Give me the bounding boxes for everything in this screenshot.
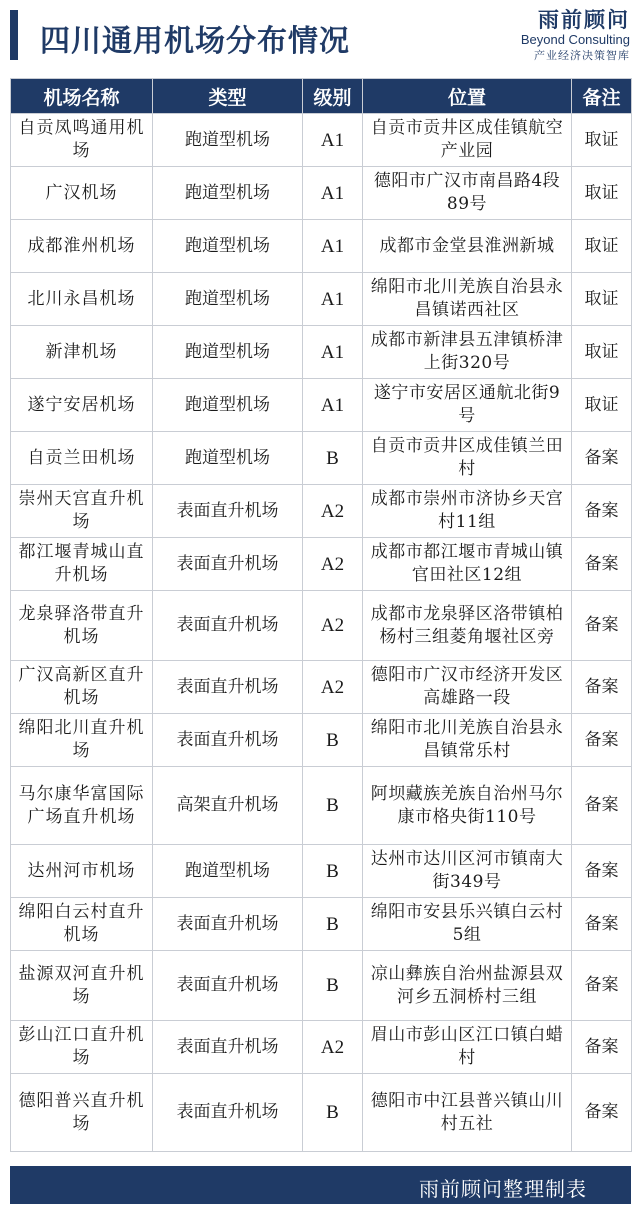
cell-airport-type: 表面直升机场 bbox=[153, 485, 303, 538]
cell-airport-level: B bbox=[303, 845, 363, 898]
cell-airport-type: 表面直升机场 bbox=[153, 951, 303, 1021]
cell-airport-note: 备案 bbox=[572, 485, 632, 538]
cell-airport-name: 广汉高新区直升机场 bbox=[11, 661, 153, 714]
cell-airport-note: 备案 bbox=[572, 845, 632, 898]
logo-english-name: Beyond Consulting bbox=[520, 32, 630, 47]
cell-airport-type: 表面直升机场 bbox=[153, 591, 303, 661]
col-header-type: 类型 bbox=[153, 79, 303, 114]
cell-airport-note: 备案 bbox=[572, 538, 632, 591]
cell-airport-type: 表面直升机场 bbox=[153, 661, 303, 714]
cell-airport-type: 跑道型机场 bbox=[153, 114, 303, 167]
cell-airport-name: 自贡凤鸣通用机场 bbox=[11, 114, 153, 167]
cell-airport-note: 备案 bbox=[572, 1074, 632, 1152]
cell-airport-level: B bbox=[303, 714, 363, 767]
cell-airport-location: 自贡市贡井区成佳镇航空产业园 bbox=[363, 114, 572, 167]
cell-airport-level: A1 bbox=[303, 167, 363, 220]
cell-airport-note: 备案 bbox=[572, 767, 632, 845]
cell-airport-name: 成都淮州机场 bbox=[11, 220, 153, 273]
cell-airport-location: 绵阳市北川羌族自治县永昌镇诺西社区 bbox=[363, 273, 572, 326]
cell-airport-type: 表面直升机场 bbox=[153, 1074, 303, 1152]
cell-airport-type: 跑道型机场 bbox=[153, 220, 303, 273]
cell-airport-note: 取证 bbox=[572, 220, 632, 273]
cell-airport-note: 取证 bbox=[572, 114, 632, 167]
cell-airport-note: 备案 bbox=[572, 661, 632, 714]
cell-airport-name: 绵阳白云村直升机场 bbox=[11, 898, 153, 951]
logo-tagline: 产业经济决策智库 bbox=[534, 49, 630, 62]
cell-airport-location: 达州市达川区河市镇南大街349号 bbox=[363, 845, 572, 898]
cell-airport-location: 成都市新津县五津镇桥津上街320号 bbox=[363, 326, 572, 379]
cell-airport-name: 彭山江口直升机场 bbox=[11, 1021, 153, 1074]
cell-airport-name: 遂宁安居机场 bbox=[11, 379, 153, 432]
table-header bbox=[11, 79, 632, 114]
table-row bbox=[11, 379, 632, 432]
cell-airport-location: 德阳市广汉市经济开发区高雄路一段 bbox=[363, 661, 572, 714]
cell-airport-level: A2 bbox=[303, 591, 363, 661]
table-row bbox=[11, 485, 632, 538]
cell-airport-level: A1 bbox=[303, 273, 363, 326]
cell-airport-level: A1 bbox=[303, 114, 363, 167]
cell-airport-name: 达州河市机场 bbox=[11, 845, 153, 898]
cell-airport-type: 跑道型机场 bbox=[153, 273, 303, 326]
cell-airport-level: A1 bbox=[303, 326, 363, 379]
cell-airport-name: 新津机场 bbox=[11, 326, 153, 379]
cell-airport-note: 取证 bbox=[572, 326, 632, 379]
cell-airport-level: A2 bbox=[303, 661, 363, 714]
table-row bbox=[11, 845, 632, 898]
cell-airport-note: 备案 bbox=[572, 432, 632, 485]
cell-airport-location: 德阳市广汉市南昌路4段89号 bbox=[363, 167, 572, 220]
col-header-level: 级别 bbox=[303, 79, 363, 114]
cell-airport-type: 跑道型机场 bbox=[153, 845, 303, 898]
header-row bbox=[11, 79, 632, 114]
cell-airport-location: 成都市崇州市济协乡天宫村11组 bbox=[363, 485, 572, 538]
cell-airport-location: 绵阳市北川羌族自治县永昌镇常乐村 bbox=[363, 714, 572, 767]
cell-airport-location: 成都市金堂县淮洲新城 bbox=[363, 220, 572, 273]
cell-airport-type: 表面直升机场 bbox=[153, 714, 303, 767]
cell-airport-level: B bbox=[303, 951, 363, 1021]
cell-airport-location: 阿坝藏族羌族自治州马尔康市格央街110号 bbox=[363, 767, 572, 845]
cell-airport-level: B bbox=[303, 767, 363, 845]
cell-airport-note: 备案 bbox=[572, 951, 632, 1021]
table-body bbox=[11, 114, 632, 1152]
cell-airport-level: B bbox=[303, 898, 363, 951]
cell-airport-location: 遂宁市安居区通航北街9号 bbox=[363, 379, 572, 432]
cell-airport-name: 北川永昌机场 bbox=[11, 273, 153, 326]
cell-airport-level: A2 bbox=[303, 538, 363, 591]
cell-airport-location: 德阳市中江县普兴镇山川村五社 bbox=[363, 1074, 572, 1152]
cell-airport-type: 跑道型机场 bbox=[153, 379, 303, 432]
cell-airport-location: 眉山市彭山区江口镇白蜡村 bbox=[363, 1021, 572, 1074]
cell-airport-location: 成都市都江堰市青城山镇官田社区12组 bbox=[363, 538, 572, 591]
cell-airport-level: A1 bbox=[303, 379, 363, 432]
table-row bbox=[11, 1021, 632, 1074]
cell-airport-type: 跑道型机场 bbox=[153, 167, 303, 220]
logo-chinese-name: 雨前顾问 bbox=[538, 8, 630, 32]
page-title: 四川通用机场分布情况 bbox=[40, 24, 350, 59]
cell-airport-note: 取证 bbox=[572, 167, 632, 220]
table-row bbox=[11, 591, 632, 661]
cell-airport-name: 都江堰青城山直升机场 bbox=[11, 538, 153, 591]
table-row bbox=[11, 898, 632, 951]
table-row bbox=[11, 220, 632, 273]
cell-airport-level: A2 bbox=[303, 485, 363, 538]
cell-airport-level: B bbox=[303, 1074, 363, 1152]
cell-airport-type: 跑道型机场 bbox=[153, 326, 303, 379]
cell-airport-location: 自贡市贡井区成佳镇兰田村 bbox=[363, 432, 572, 485]
cell-airport-location: 绵阳市安县乐兴镇白云村5组 bbox=[363, 898, 572, 951]
col-header-name: 机场名称 bbox=[11, 79, 153, 114]
table-row bbox=[11, 538, 632, 591]
table-row bbox=[11, 432, 632, 485]
cell-airport-note: 取证 bbox=[572, 273, 632, 326]
cell-airport-name: 绵阳北川直升机场 bbox=[11, 714, 153, 767]
cell-airport-note: 备案 bbox=[572, 898, 632, 951]
cell-airport-level: B bbox=[303, 432, 363, 485]
cell-airport-name: 广汉机场 bbox=[11, 167, 153, 220]
cell-airport-note: 备案 bbox=[572, 591, 632, 661]
cell-airport-name: 自贡兰田机场 bbox=[11, 432, 153, 485]
cell-airport-type: 跑道型机场 bbox=[153, 432, 303, 485]
cell-airport-note: 取证 bbox=[572, 379, 632, 432]
table-row bbox=[11, 326, 632, 379]
table-row bbox=[11, 167, 632, 220]
cell-airport-name: 崇州天宫直升机场 bbox=[11, 485, 153, 538]
cell-airport-location: 凉山彝族自治州盐源县双河乡五洞桥村三组 bbox=[363, 951, 572, 1021]
col-header-note: 备注 bbox=[572, 79, 632, 114]
airport-table bbox=[10, 78, 632, 1152]
table-row bbox=[11, 1074, 632, 1152]
cell-airport-type: 表面直升机场 bbox=[153, 1021, 303, 1074]
cell-airport-type: 高架直升机场 bbox=[153, 767, 303, 845]
table-row bbox=[11, 273, 632, 326]
header bbox=[0, 0, 640, 78]
cell-airport-name: 马尔康华富国际广场直升机场 bbox=[11, 767, 153, 845]
cell-airport-level: A1 bbox=[303, 220, 363, 273]
cell-airport-note: 备案 bbox=[572, 714, 632, 767]
footer-bar bbox=[10, 1166, 631, 1204]
table-row bbox=[11, 951, 632, 1021]
cell-airport-type: 表面直升机场 bbox=[153, 898, 303, 951]
cell-airport-location: 成都市龙泉驿区洛带镇柏杨村三组菱角堰社区旁 bbox=[363, 591, 572, 661]
table-row bbox=[11, 767, 632, 845]
table-row bbox=[11, 661, 632, 714]
cell-airport-note: 备案 bbox=[572, 1021, 632, 1074]
cell-airport-name: 德阳普兴直升机场 bbox=[11, 1074, 153, 1152]
col-header-location: 位置 bbox=[363, 79, 572, 114]
cell-airport-name: 盐源双河直升机场 bbox=[11, 951, 153, 1021]
cell-airport-type: 表面直升机场 bbox=[153, 538, 303, 591]
cell-airport-level: A2 bbox=[303, 1021, 363, 1074]
title-accent-bar bbox=[10, 10, 18, 60]
brand-logo bbox=[500, 8, 630, 63]
cell-airport-name: 龙泉驿洛带直升机场 bbox=[11, 591, 153, 661]
footer-credit: 雨前顾问整理制表 bbox=[419, 1177, 587, 1201]
table-row bbox=[11, 714, 632, 767]
table-row bbox=[11, 114, 632, 167]
